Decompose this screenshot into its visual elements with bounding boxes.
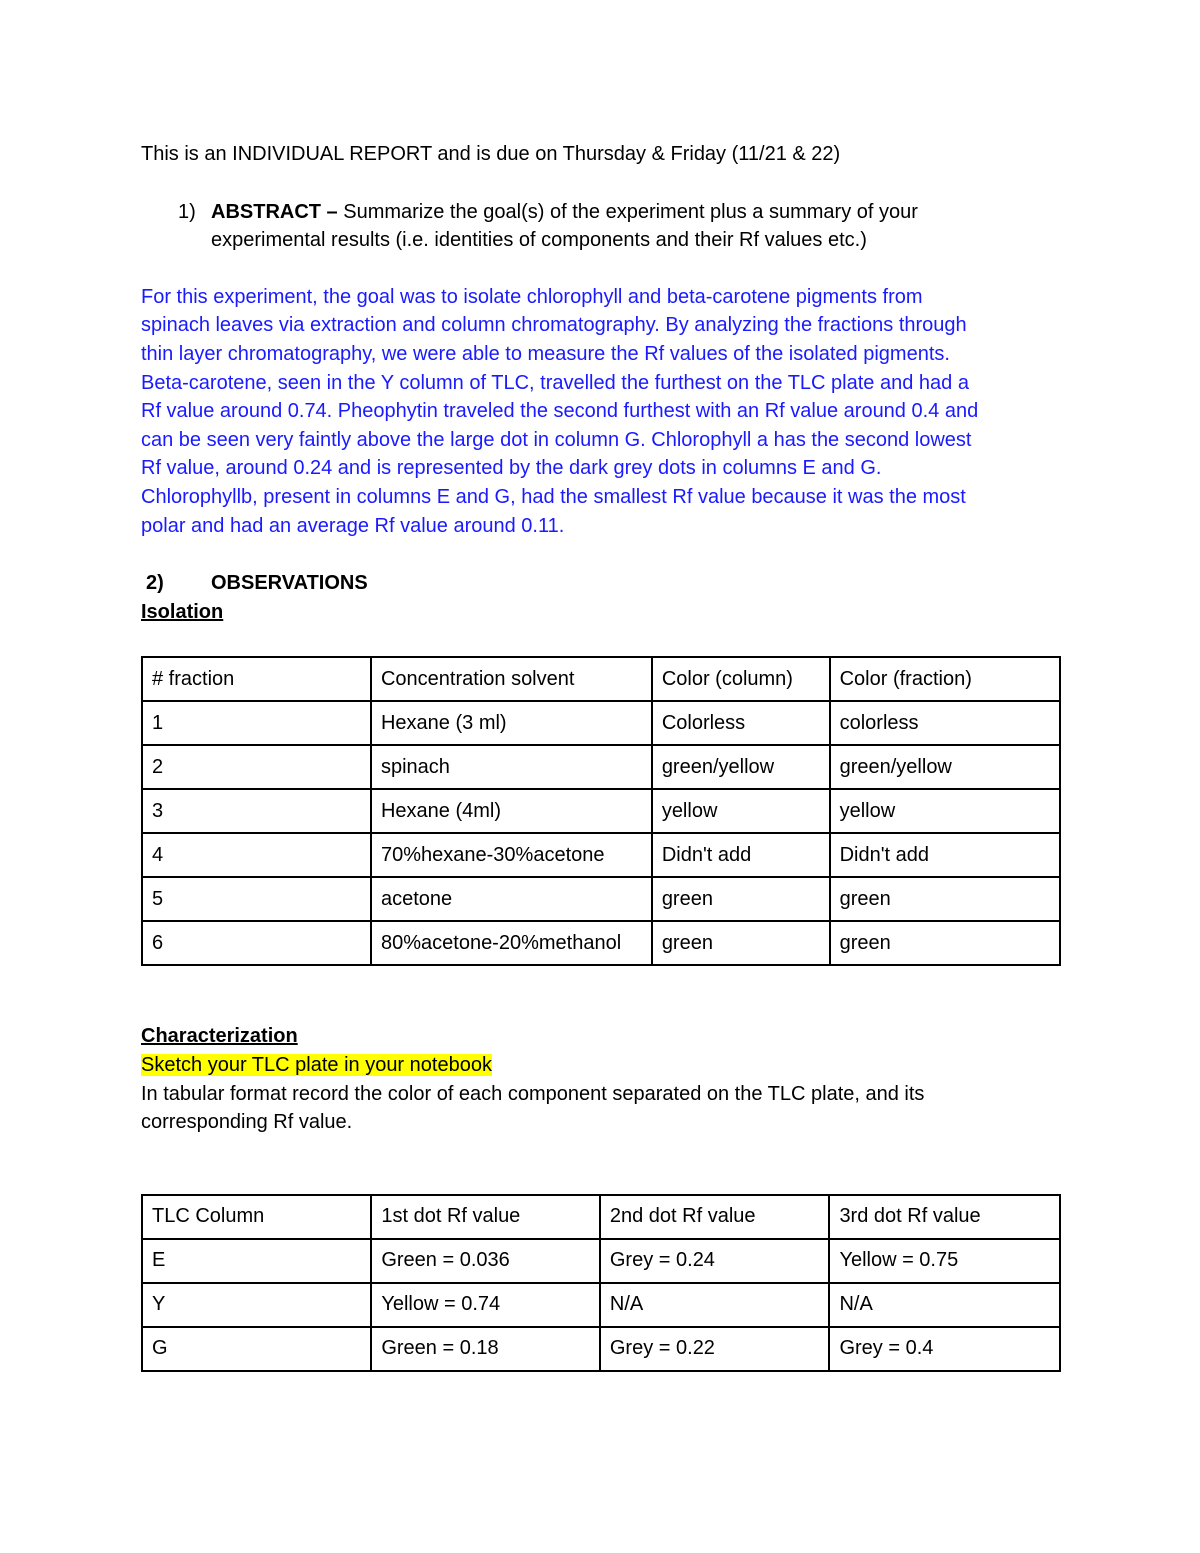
table-cell: spinach bbox=[371, 745, 652, 789]
abstract-body bbox=[211, 198, 1061, 255]
table-row bbox=[142, 745, 1060, 789]
table-cell: Green = 0.036 bbox=[371, 1239, 600, 1283]
table-row bbox=[142, 789, 1060, 833]
table-cell: 80%acetone-20%methanol bbox=[371, 921, 652, 965]
table-cell: Didn't add bbox=[652, 833, 830, 877]
table-cell: 5 bbox=[142, 877, 371, 921]
answer-line: Chlorophyllb, present in columns E and G, had the smallest Rf value because it was the most bbox=[141, 485, 966, 508]
table-cell: 4 bbox=[142, 833, 371, 877]
table-cell: 70%hexane-30%acetone bbox=[371, 833, 652, 877]
intro-line: This is an INDIVIDUAL REPORT and is due on Thursday & Friday (11/21 & 22) bbox=[141, 143, 841, 165]
observations-number: 2) bbox=[146, 572, 164, 595]
table-row bbox=[142, 1283, 1060, 1327]
table-cell: 2 bbox=[142, 745, 371, 789]
answer-line: Beta-carotene, seen in the Y column of TLC, travelled the furthest on the TLC plate and had a bbox=[141, 371, 969, 394]
abstract-line-2: experimental results (i.e. identities of components and their Rf values etc.) bbox=[211, 229, 867, 252]
isolation-table bbox=[141, 656, 1061, 966]
table-cell: N/A bbox=[829, 1283, 1060, 1327]
answer-line: can be seen very faintly above the large dot in column G. Chlorophyll a has the second lowest bbox=[141, 428, 972, 451]
table-cell: green bbox=[830, 921, 1060, 965]
table-row bbox=[142, 701, 1060, 745]
table-cell: G bbox=[142, 1327, 371, 1371]
instruction-line-1: In tabular format record the color of each component separated on the TLC plate, and its bbox=[141, 1082, 925, 1105]
table-cell: 1 bbox=[142, 701, 371, 745]
header-cell: Color (column) bbox=[652, 657, 830, 701]
abstract-item bbox=[141, 198, 1061, 255]
document-page bbox=[141, 140, 1061, 1372]
characterization-section bbox=[141, 1022, 1061, 1136]
table-cell: Hexane (3 ml) bbox=[371, 701, 652, 745]
table-header-row bbox=[142, 657, 1060, 701]
instruction-line-2: corresponding Rf value. bbox=[141, 1111, 353, 1134]
table-cell: green bbox=[652, 921, 830, 965]
observations-item bbox=[141, 569, 1061, 598]
table-cell: 6 bbox=[142, 921, 371, 965]
header-cell: Color (fraction) bbox=[830, 657, 1060, 701]
table-row bbox=[142, 1327, 1060, 1371]
table-cell: green/yellow bbox=[652, 745, 830, 789]
abstract-title: ABSTRACT – bbox=[211, 200, 338, 223]
table-cell: yellow bbox=[830, 789, 1060, 833]
header-cell: Concentration solvent bbox=[371, 657, 652, 701]
isolation-heading: Isolation bbox=[141, 600, 224, 623]
answer-line: Rf value around 0.74. Pheophytin traveled the second furthest with an Rf value around 0.4 and bbox=[141, 400, 979, 423]
table-header-row bbox=[142, 1195, 1060, 1239]
answer-line: polar and had an average Rf value around 0.11. bbox=[141, 514, 565, 537]
table-row bbox=[142, 877, 1060, 921]
table-cell: yellow bbox=[652, 789, 830, 833]
abstract-line-1 bbox=[211, 198, 1061, 227]
table-cell: Y bbox=[142, 1283, 371, 1327]
tlc-table bbox=[141, 1194, 1061, 1372]
answer-line: thin layer chromatography, we were able to measure the Rf values of the isolated pigments. bbox=[141, 342, 950, 365]
table-cell: Didn't add bbox=[830, 833, 1060, 877]
table-cell: Yellow = 0.74 bbox=[371, 1283, 600, 1327]
header-cell: 3rd dot Rf value bbox=[829, 1195, 1060, 1239]
abstract-answer bbox=[141, 283, 1061, 540]
table-cell: green/yellow bbox=[830, 745, 1060, 789]
table-cell: Grey = 0.22 bbox=[600, 1327, 830, 1371]
header-cell: # fraction bbox=[142, 657, 371, 701]
table-cell: Hexane (4ml) bbox=[371, 789, 652, 833]
observations-title: OBSERVATIONS bbox=[211, 572, 368, 595]
table-row bbox=[142, 1239, 1060, 1283]
answer-line: For this experiment, the goal was to isolate chlorophyll and beta-carotene pigments from bbox=[141, 285, 923, 308]
table-cell: Green = 0.18 bbox=[371, 1327, 600, 1371]
table-cell: 3 bbox=[142, 789, 371, 833]
table-cell: Colorless bbox=[652, 701, 830, 745]
table-cell: Yellow = 0.75 bbox=[829, 1239, 1060, 1283]
characterization-heading: Characterization bbox=[141, 1025, 298, 1048]
answer-line: spinach leaves via extraction and column chromatography. By analyzing the fractions through bbox=[141, 314, 967, 337]
table-cell: Grey = 0.24 bbox=[600, 1239, 830, 1283]
table-cell: acetone bbox=[371, 877, 652, 921]
table-cell: E bbox=[142, 1239, 371, 1283]
header-cell: 1st dot Rf value bbox=[371, 1195, 600, 1239]
highlight-line bbox=[141, 1051, 1061, 1080]
answer-line: Rf value, around 0.24 and is represented by the dark grey dots in columns E and G. bbox=[141, 457, 882, 480]
table-row bbox=[142, 833, 1060, 877]
highlighted-instruction: Sketch your TLC plate in your notebook bbox=[141, 1053, 492, 1076]
header-cell: 2nd dot Rf value bbox=[600, 1195, 830, 1239]
table-cell: green bbox=[830, 877, 1060, 921]
table-cell: green bbox=[652, 877, 830, 921]
abstract-number: 1) bbox=[178, 200, 196, 223]
table-cell: colorless bbox=[830, 701, 1060, 745]
table-cell: N/A bbox=[600, 1283, 830, 1327]
table-cell: Grey = 0.4 bbox=[829, 1327, 1060, 1371]
abstract-prompt-1: Summarize the goal(s) of the experiment plus a summary of your bbox=[343, 200, 918, 223]
header-cell: TLC Column bbox=[142, 1195, 371, 1239]
table-row bbox=[142, 921, 1060, 965]
